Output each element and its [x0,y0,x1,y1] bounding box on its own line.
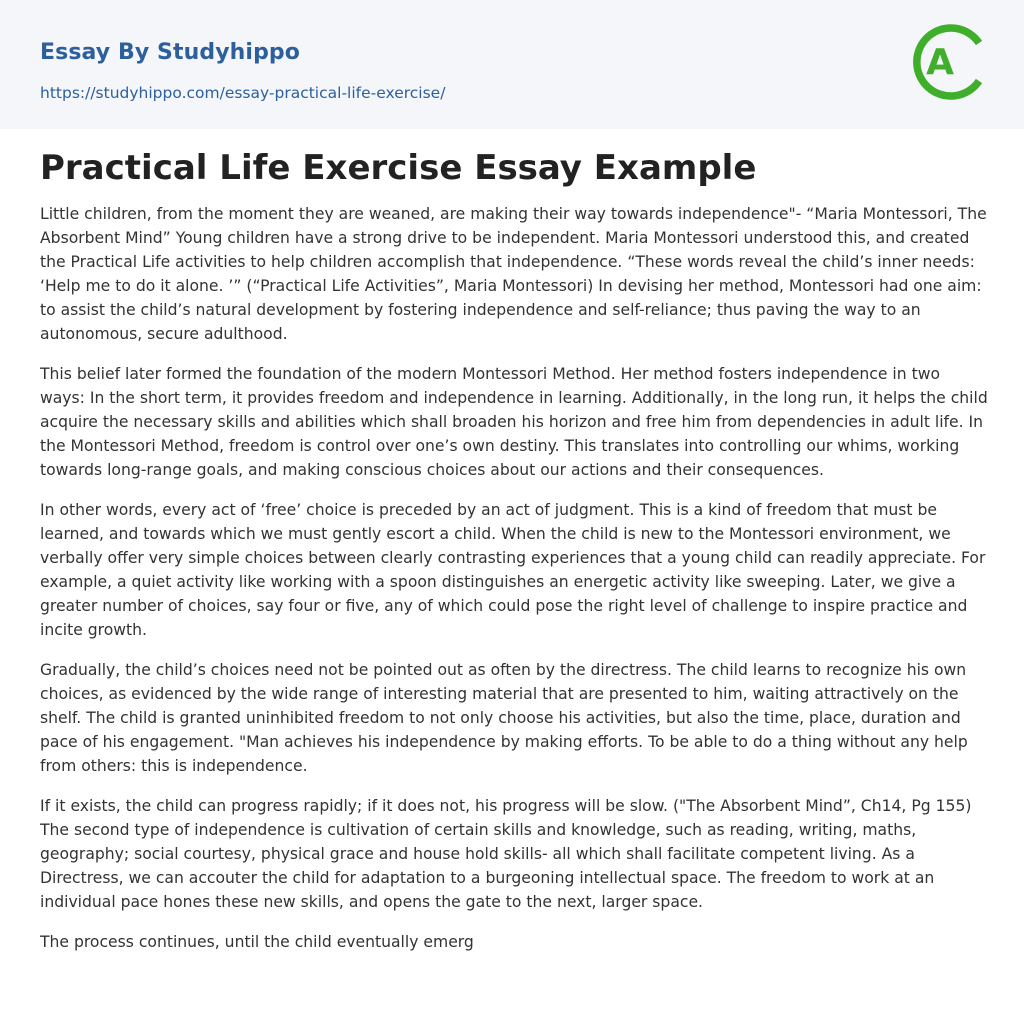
article-paragraph: This belief later formed the foundation of the modern Montessori Method. Her method fosters independence in two ways: In the short term, it provides freedom and independence in learning. Additionally, in the long run, it helps the child acquire the necessary skills and abilities which shall broaden his horizon and free him from dependencies in adult life. In the Montessori Method, freedom is control over one’s own destiny. This translates into controlling our whims, working towards long-range goals, and making conscious choices about our actions and their consequences. [40,365,988,479]
site-header [0,0,1024,129]
article-paragraph: Gradually, the child’s choices need not be pointed out as often by the directress. The child learns to recognize his own choices, as evidenced by the wide range of interesting material that are presented to him, waiting attractively on the shelf. The child is granted uninhibited freedom to not only choose his activities, but also the time, place, duration and pace of his engagement. "Man achieves his independence by making efforts. To be able to do a thing without any help from others: this is independence. [40,661,968,775]
studyhippo-logo-icon[interactable] [913,20,985,104]
article-paragraph: Little children, from the moment they are weaned, are making their way towards independence"- “Maria Montessori, The Absorbent Mind” Young children have a strong drive to be independent. Maria Montessori understood this, and created the Practical Life activities to help children accomplish that independence. “These words reveal the child’s inner needs: ‘Help me to do it alone. ’” (“Practical Life Activities”, Maria Montessori) In devising her method, Montessori had one aim: to assist the child’s natural development by fostering independence and self-reliance; thus paving the way to an autonomous, secure adulthood. [40,205,987,343]
article-title: Practical Life Exercise Essay Example [40,148,757,188]
logo-letter: A [926,42,954,83]
article-paragraph: In other words, every act of ‘free’ choice is preceded by an act of judgment. This is a kind of freedom that must be learned, and towards which we must gently escort a child. When the child is new to the Montessori environment, we verbally offer very simple choices between clearly contrasting experiences that a young child can readily appreciate. For example, a quiet activity like working with a spoon distinguishes an energetic activity like sweeping. Later, we give a greater number of choices, say four or five, any of which could pose the right level of challenge to inspire practice and incite growth. [40,501,986,639]
article-paragraph: The process continues, until the child eventually emerg [40,933,474,951]
page-url-link[interactable]: https://studyhippo.com/essay-practical-life-exercise/ [40,84,446,102]
site-brand[interactable]: Essay By Studyhippo [40,40,300,65]
article [40,142,988,970]
article-paragraph: If it exists, the child can progress rapidly; if it does not, his progress will be slow. ("The Absorbent Mind”, Ch14, Pg 155) The second type of independence is cultivation of certain skills and knowledge, such as reading, writing, maths, geography; social courtesy, physical grace and house hold skills- all which shall facilitate competent living. As a Directress, we can accouter the child for adaptation to a burgeoning intellectual space. The freedom to work at an individual pace hones these new skills, and opens the gate to the next, larger space. [40,797,972,911]
